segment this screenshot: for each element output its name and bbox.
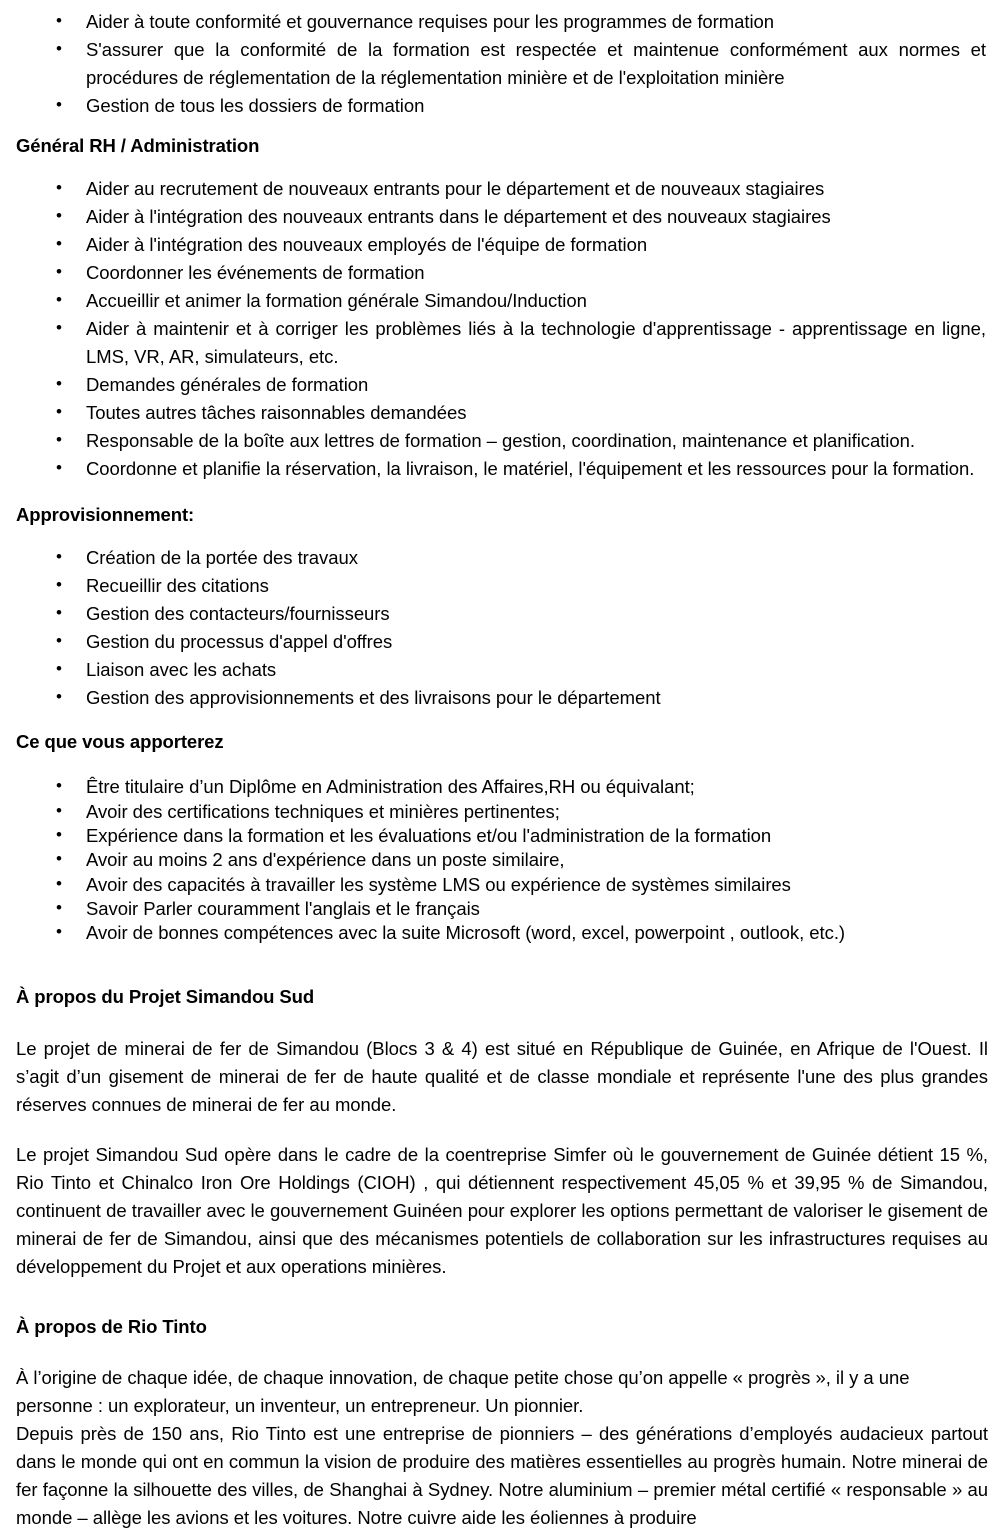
- general-rh-list: [16, 175, 988, 483]
- list-item: • Avoir au moins 2 ans d'expérience dans un poste similaire,: [16, 848, 988, 872]
- list-item: • Gestion des contacteurs/fournisseurs: [16, 600, 988, 628]
- spacer: [16, 526, 988, 544]
- section-heading-general-rh: Général RH / Administration: [16, 135, 260, 156]
- spacer: [16, 157, 988, 175]
- list-item: • Aider à l'intégration des nouveaux employés de l'équipe de formation: [16, 231, 988, 259]
- spacer: [16, 483, 988, 503]
- spacer: [16, 1338, 988, 1364]
- section-heading-a-propos-rio-tinto: À propos de Rio Tinto: [16, 1315, 207, 1337]
- list-item: • Être titulaire d’un Diplôme en Administration des Affaires,RH ou équivalant;: [16, 775, 988, 799]
- paragraph-simandou-location: Le projet de minerai de fer de Simandou (Blocs 3 & 4) est situé en République de Guinée, en Afrique de l'Ouest. Il s’agit d’un gisement de minerai de fer de haute qualité et de classe mondiale et représente l'une des plus grandes réserves connues de minerai de fer au monde.: [16, 1037, 988, 1115]
- list-item: • Aider à toute conformité et gouvernance requises pour les programmes de formation: [16, 8, 988, 36]
- spacer: [16, 120, 988, 134]
- list-item: • Aider au recrutement de nouveaux entrants pour le département et de nouveaux stagiaires: [16, 175, 988, 203]
- list-item: • Accueillir et animer la formation générale Simandou/Induction: [16, 287, 988, 315]
- list-item: • Demandes générales de formation: [16, 371, 988, 399]
- list-item: • Responsable de la boîte aux lettres de formation – gestion, coordination, maintenance et planification.: [16, 427, 988, 455]
- paragraph-rio-tinto-history: Depuis près de 150 ans, Rio Tinto est une entreprise de pionniers – des générations d’employés audacieux partout dans le monde qui ont en commun la vision de produire des matières essentielles au progrès humain. Notre minerai de fer façonne la silhouette des villes, de Shanghai à Sydney. Notre aluminium – premier métal certifié « responsable » au monde – allège les avions et les voitures. Notre cuivre aide les éoliennes à produire: [16, 1422, 988, 1528]
- list-item: • S'assurer que la conformité de la formation est respectée et maintenue conformément aux normes et procédures de réglementation de la réglementation minière et de l'exploitation minière: [16, 36, 988, 92]
- spacer: [16, 1281, 988, 1315]
- paragraph-rio-tinto-origine: À l’origine de chaque idée, de chaque innovation, de chaque petite chose qu’on appelle « progrès », il y a une personne : un explorateur, un inventeur, un entrepreneur. Un pionnier.: [16, 1366, 910, 1416]
- training-compliance-list: [16, 8, 988, 120]
- list-item: • Expérience dans la formation et les évaluations et/ou l'administration de la formation: [16, 824, 988, 848]
- list-item: • Avoir des capacités à travailler les système LMS ou expérience de systèmes similaires: [16, 873, 988, 897]
- list-item: • Gestion du processus d'appel d'offres: [16, 628, 988, 656]
- section-heading-approvisionnement: Approvisionnement:: [16, 504, 195, 526]
- section-heading-ce-que-vous-apporterez: Ce que vous apporterez: [16, 731, 224, 753]
- spacer: [16, 0, 988, 8]
- list-item: • Savoir Parler couramment l'anglais et le français: [16, 897, 988, 921]
- list-item: • Gestion de tous les dossiers de formation: [16, 92, 988, 120]
- spacer: [16, 753, 988, 775]
- spacer: [16, 1119, 988, 1141]
- list-item: • Aider à maintenir et à corriger les problèmes liés à la technologie d'apprentissage - apprentissage en ligne, LMS, VR, AR, simulateurs, etc.: [16, 315, 988, 371]
- approvisionnement-list: [16, 544, 988, 712]
- list-item: • Aider à l'intégration des nouveaux entrants dans le département et des nouveaux stagiaires: [16, 203, 988, 231]
- spacer: [16, 712, 988, 730]
- list-item: • Gestion des approvisionnements et des livraisons pour le département: [16, 684, 988, 712]
- section-heading-projet-simandou-sud: À propos du Projet Simandou Sud: [16, 986, 315, 1008]
- list-item: • Toutes autres tâches raisonnables demandées: [16, 399, 988, 427]
- list-item: • Coordonner les événements de formation: [16, 259, 988, 287]
- spacer: [16, 945, 988, 985]
- list-item: • Création de la portée des travaux: [16, 544, 988, 572]
- list-item: • Avoir des certifications techniques et minières pertinentes;: [16, 800, 988, 824]
- list-item: • Recueillir des citations: [16, 572, 988, 600]
- list-item: • Coordonne et planifie la réservation, la livraison, le matériel, l'équipement et les ressources pour la formation.: [16, 455, 988, 483]
- requirements-list: [16, 775, 988, 945]
- list-item: • Liaison avec les achats: [16, 656, 988, 684]
- list-item: • Avoir de bonnes compétences avec la suite Microsoft (word, excel, powerpoint , outlook, etc.): [16, 921, 988, 945]
- paragraph-simandou-jointventure: Le projet Simandou Sud opère dans le cadre de la coentreprise Simfer où le gouvernement de Guinée détient 15 %, Rio Tinto et Chinalco Iron Ore Holdings (CIOH) , qui détiennent respectivement 45,05 % et 39,95 % de Simandou, continuent de travailler avec le gouvernement Guinéen pour explorer les options permettant de valoriser le gisement de minerai de fer de Simandou, ainsi que des mécanismes potentiels de collaboration sur les infrastructures requises au développement du Projet et aux operations minières.: [16, 1143, 988, 1277]
- spacer: [16, 1009, 988, 1035]
